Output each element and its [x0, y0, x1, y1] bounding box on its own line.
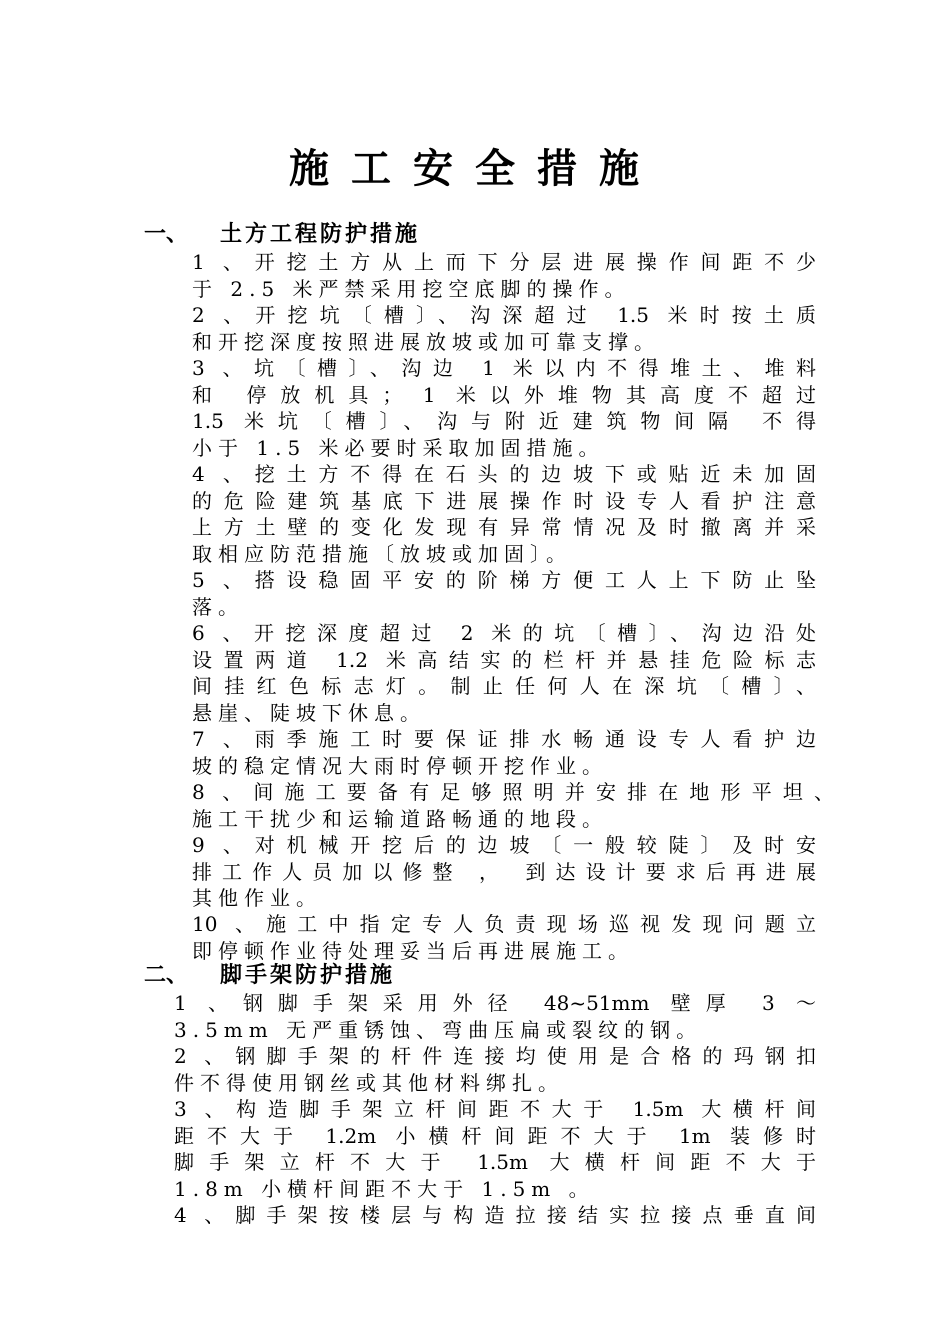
list-item [174, 1096, 816, 1202]
text-line: 距不大于 1.2m 小横杆间距不大于 1m 装修时 [174, 1123, 816, 1148]
text-line: 4 、挖土方不得在石头的边坡下或贴近未加固 [192, 462, 816, 486]
text-line: 5 、搭设稳固平安的阶梯方便工人上下防止坠 [192, 568, 816, 592]
list-item [192, 461, 816, 567]
text-line: 3 、坑〔槽〕、沟边 1 米以内不得堆土、堆料 [192, 356, 816, 380]
text-line: 4 、脚手架按楼层与构造拉接结实拉接点垂直间 [174, 1203, 816, 1227]
text-line: 9 、对机械开挖后的边坡〔一般较陡〕及时安 [192, 833, 816, 857]
text-line: 1.5 米坑〔槽〕、沟与附近建筑物间隔 不得 [192, 409, 816, 433]
list-item [192, 249, 816, 302]
section-number: 一、 [144, 222, 189, 247]
text-line: 排工作人员加以修整 ， 到达设计要求后再进展 [192, 859, 816, 884]
list-item [174, 990, 816, 1043]
text-line: 设置两道 1.2 米高结实的栏杆并悬挂危险标志 [192, 647, 816, 672]
text-line: 1 、钢脚手架采用外径 48~51mm 壁厚 3 ～ [174, 991, 816, 1015]
text-line: 于 2.5 米严禁采用挖空底脚的操作。 [192, 276, 631, 301]
section-title: 土方工程防护措施 [220, 222, 421, 247]
list-item [192, 779, 834, 832]
list-item [192, 355, 816, 461]
section-heading-earthwork [144, 222, 420, 248]
text-line: 和 停放机具； 1 米以外堆物其高度不超过 [192, 382, 816, 407]
text-line: 悬崖、陡坡下休息。 [192, 700, 426, 725]
text-line: 其他作业。 [192, 886, 322, 910]
text-line: 落。 [192, 594, 244, 619]
text-line: 10 、施工中指定专人负责现场巡视发现问题立 [192, 912, 816, 936]
list-item [174, 1043, 816, 1096]
text-line: 坡的稳定情况大雨时停顿开挖作业。 [192, 753, 608, 778]
text-line: 施工干扰少和运输道路畅通的地段。 [192, 806, 608, 831]
list-item [174, 1202, 816, 1229]
list-item [192, 726, 816, 779]
text-line: 2 、钢脚手架的杆件连接均使用是合格的玛钢扣 [174, 1044, 816, 1068]
text-line: 2 、开挖坑〔槽〕、沟深超过 1.5 米时按土质 [192, 303, 816, 327]
document-title: 施工安全措施 [289, 146, 661, 192]
list-item [192, 620, 816, 726]
text-line: 上方土壁的变化发现有异常情况及时撤离并采 [192, 515, 816, 539]
text-line: 件不得使用钢丝或其他材料绑扎。 [174, 1070, 564, 1095]
section-heading-scaffolding [144, 963, 395, 989]
text-line: 小于 1.5 米必要时采取加固措施。 [192, 435, 605, 460]
text-line: 7 、雨季施工时要保证排水畅通设专人看护边 [192, 727, 816, 751]
text-line: 8 、间施工要备有足够照明并安排在地形平坦、 [192, 780, 834, 804]
section-number: 二、 [144, 963, 189, 988]
text-line: 间挂红色标志灯。制止任何人在深坑〔槽〕、 [192, 674, 816, 698]
text-line: 1.8m 小横杆间距不大于 1.5m 。 [174, 1176, 595, 1201]
list-item [192, 832, 816, 912]
text-line: 的危险建筑基底下进展操作时设专人看护注意 [192, 488, 816, 513]
text-line: 脚手架立杆不大于 1.5m 大横杆间距不大于 [174, 1150, 816, 1174]
text-line: 3.5mm 无严重锈蚀、弯曲压扁或裂纹的钢。 [174, 1017, 703, 1042]
text-line: 即停顿作业待处理妥当后再进展施工。 [192, 938, 634, 963]
section-title: 脚手架防护措施 [220, 963, 396, 988]
list-item [192, 302, 816, 355]
text-line: 3 、构造脚手架立杆间距不大于 1.5m 大横杆间 [174, 1097, 816, 1121]
text-line: 6 、开挖深度超过 2 米的坑〔槽〕、沟边沿处 [192, 621, 816, 645]
list-item [192, 567, 816, 620]
text-line: 1 、开挖土方从上而下分层进展操作间距不少 [192, 250, 816, 274]
text-line: 取相应防范措施〔放坡或加固〕。 [192, 541, 572, 566]
list-item [192, 911, 816, 964]
text-line: 和开挖深度按照进展放坡或加可靠支撑。 [192, 329, 660, 354]
